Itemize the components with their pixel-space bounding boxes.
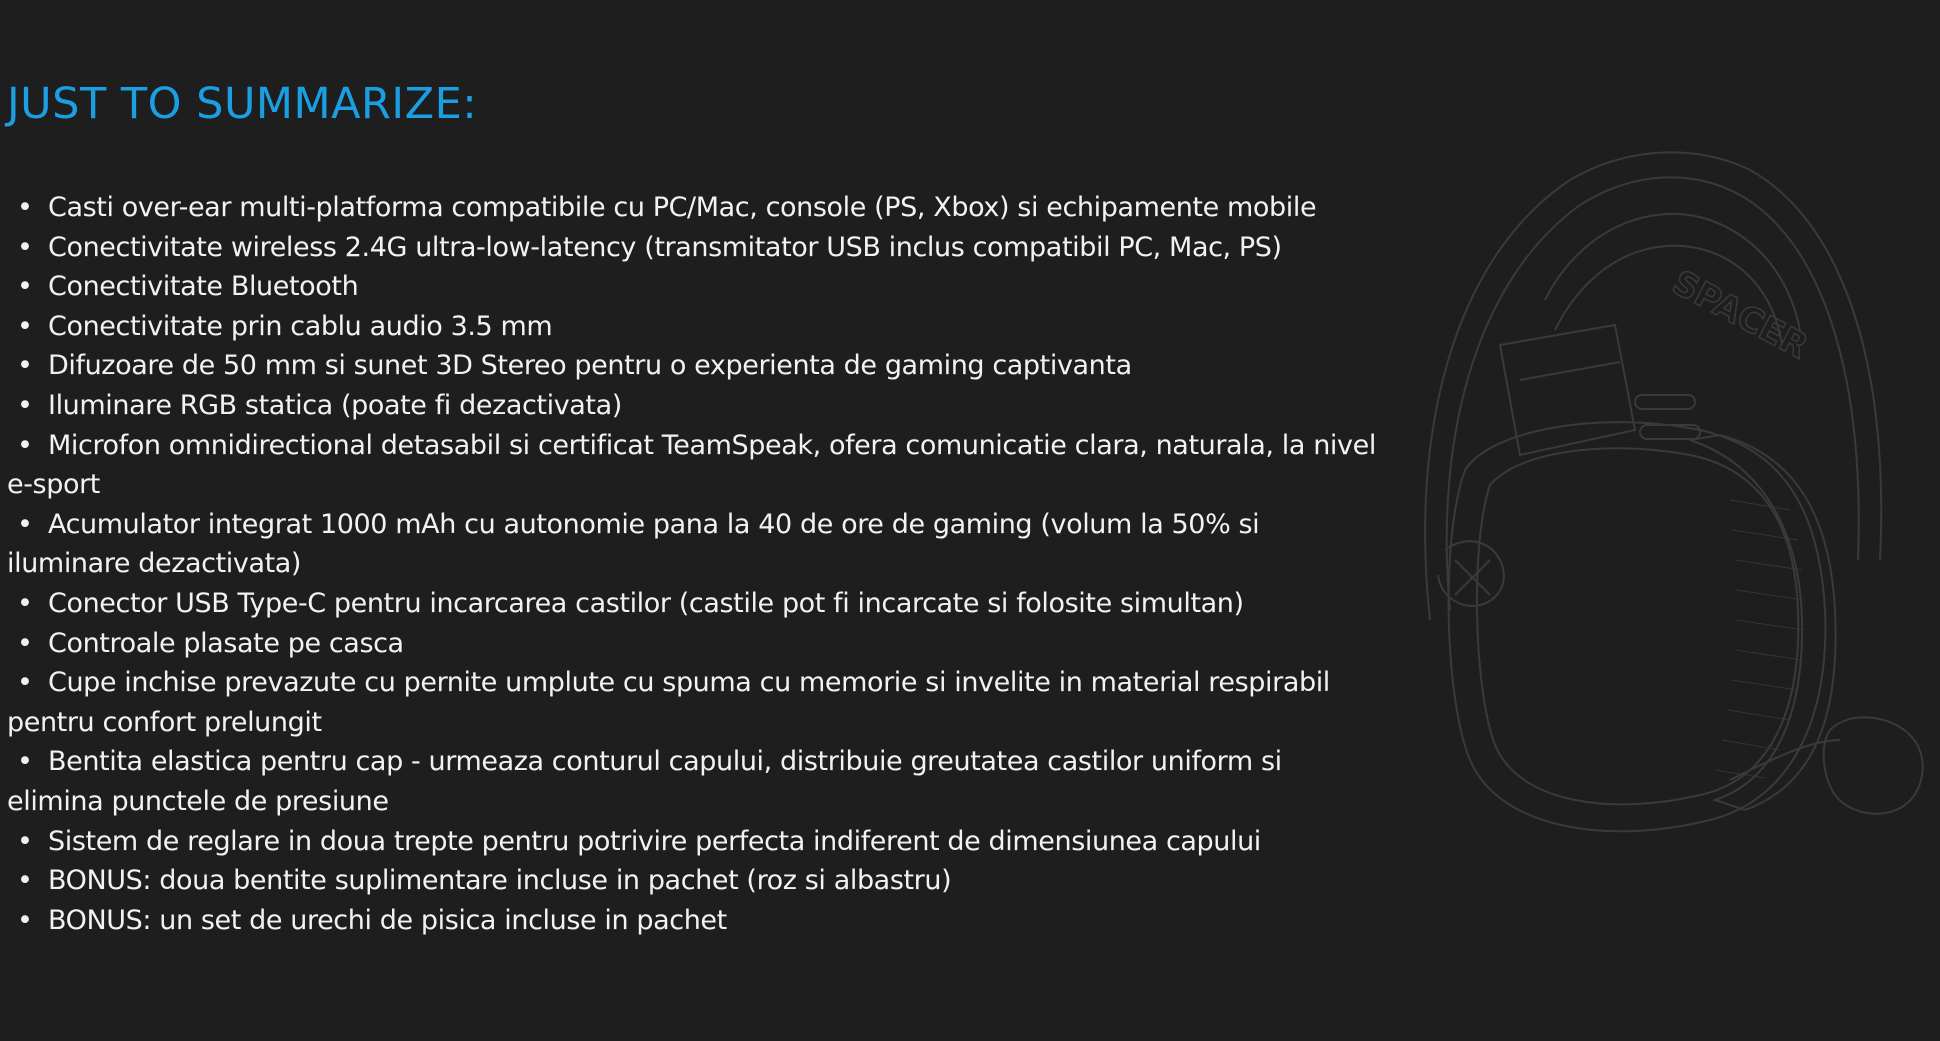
bullet-icon: • [17,350,33,382]
list-item [7,228,1382,268]
feature-text: BONUS: doua bentite suplimentare incluse in pachet (roz si albastru) [48,865,952,897]
list-item [7,346,1382,386]
bullet-icon: • [17,271,33,303]
feature-text: Conectivitate Bluetooth [48,271,359,303]
bullet-icon: • [17,587,33,619]
feature-text: Conector USB Type-C pentru incarcarea castilor (castile pot fi incarcate si folosite simultan) [48,587,1244,619]
list-item [7,584,1382,624]
feature-list [7,188,1382,940]
bullet-icon: • [17,746,33,778]
bullet-icon: • [17,389,33,421]
bullet-icon: • [17,627,33,659]
bullet-icon: • [17,825,33,857]
list-item [7,861,1382,901]
bullet-icon: • [17,310,33,342]
feature-text: Conectivitate prin cablu audio 3.5 mm [48,310,553,342]
bullet-icon: • [17,192,33,223]
feature-text: Microfon omnidirectional detasabil si certificat TeamSpeak, ofera comunicatie clara, naturala, la nivel e-sport [7,429,1376,501]
feature-text: Bentita elastica pentru cap - urmeaza conturul capului, distribuie greutatea castilor uniform si elimina punctele de presiune [7,746,1282,817]
list-item [7,267,1382,307]
feature-text: Casti over-ear multi-platforma compatibile cu PC/Mac, console (PS, Xbox) si echipamente mobile [48,192,1317,223]
list-item [7,822,1382,862]
list-item [7,307,1382,347]
bullet-icon: • [17,904,33,936]
bullet-icon: • [17,429,33,461]
headphone-illustration-icon [1370,140,1940,940]
feature-text: Conectivitate wireless 2.4G ultra-low-latency (transmitator USB inclus compatibil PC, Mac, PS) [48,231,1282,263]
feature-text: Sistem de reglare in doua trepte pentru potrivire perfecta indiferent de dimensiunea capului [48,825,1261,857]
list-item [7,901,1382,941]
feature-text: Acumulator integrat 1000 mAh cu autonomie pana la 40 de ore de gaming (volum la 50% si iluminare dezactivata) [7,508,1260,580]
list-item [7,505,1382,584]
bullet-icon: • [17,508,33,540]
feature-text: Controale plasate pe casca [48,627,404,659]
page-title: JUST TO SUMMARIZE: [7,79,478,129]
list-item [7,624,1382,664]
feature-text: Iluminare RGB statica (poate fi dezactivata) [48,389,622,421]
bullet-icon: • [17,667,33,699]
feature-text: BONUS: un set de urechi de pisica incluse in pachet [48,904,727,936]
list-item [7,188,1382,228]
list-item [7,663,1382,742]
feature-text: Cupe inchise prevazute cu pernite umplute cu spuma cu memorie si invelite in material respirabil pentru confort prelungit [7,667,1330,738]
list-item [7,426,1382,505]
headphone-brand-mark: SPACER [1665,262,1815,367]
bullet-icon: • [17,865,33,897]
bullet-icon: • [17,231,33,263]
list-item [7,742,1382,821]
list-item [7,386,1382,426]
feature-text: Difuzoare de 50 mm si sunet 3D Stereo pentru o experienta de gaming captivanta [48,350,1132,382]
